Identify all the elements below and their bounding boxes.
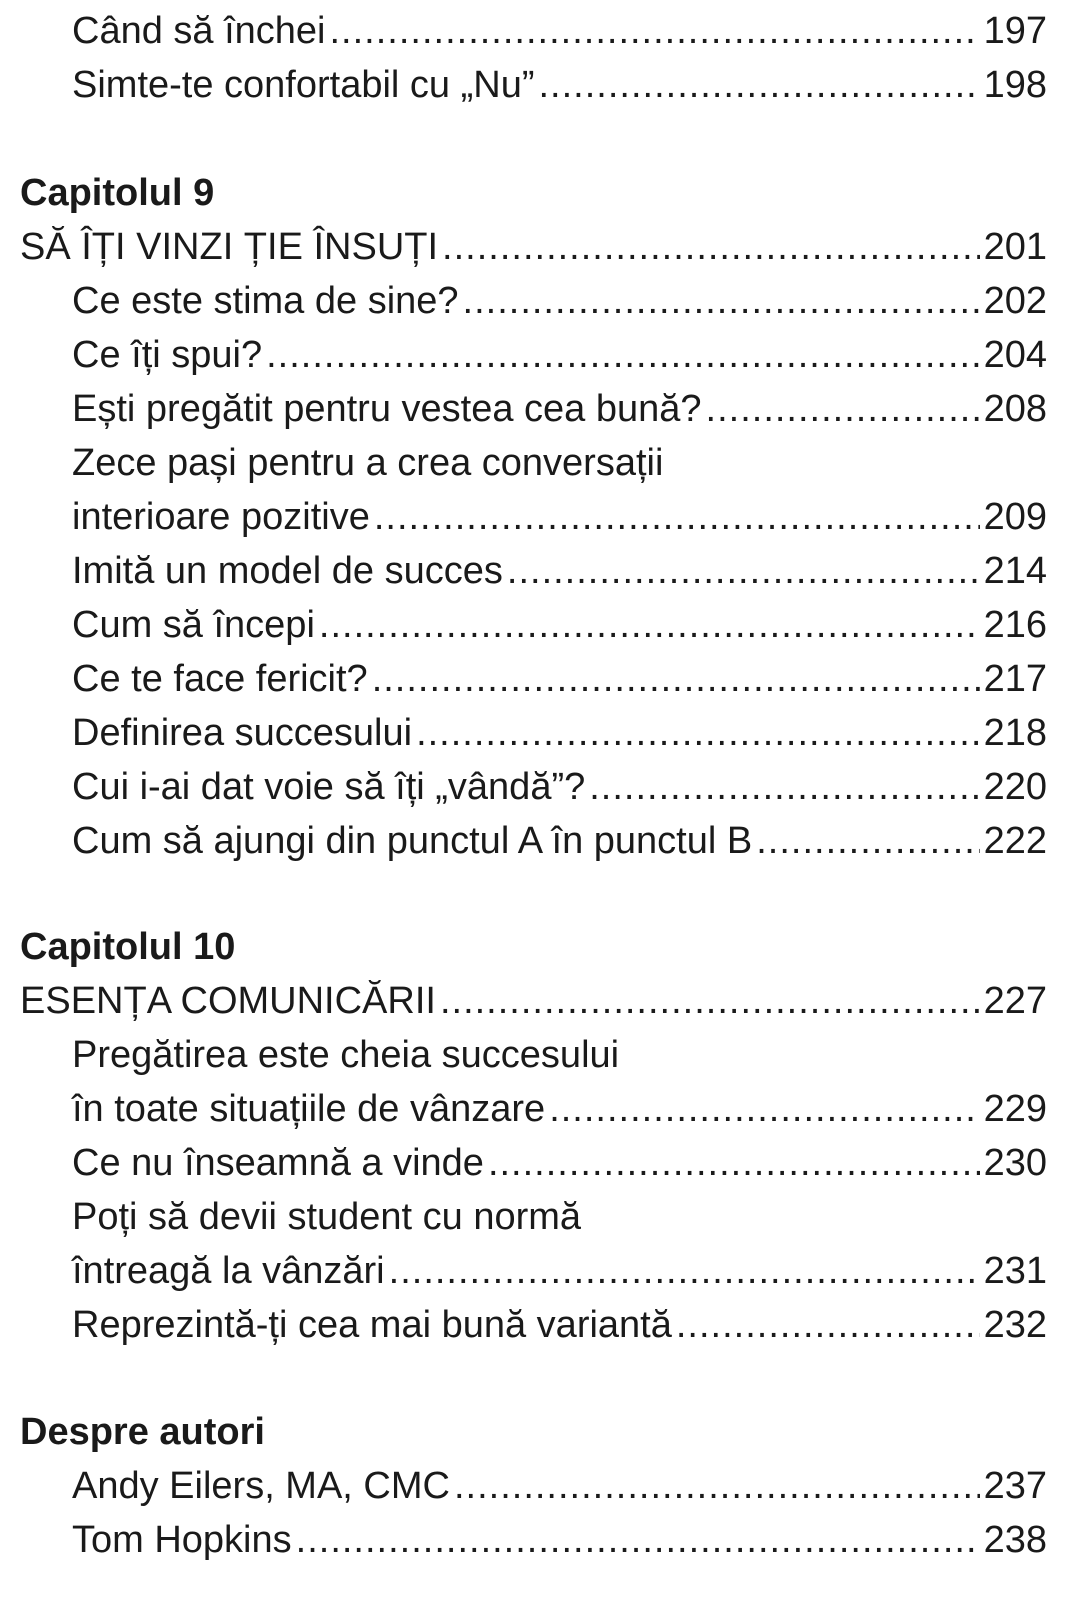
dot-leader	[266, 328, 980, 382]
page-number: 202	[983, 280, 1047, 322]
page-number: 218	[983, 712, 1047, 754]
toc-entry[interactable]	[72, 1136, 1047, 1190]
dot-leader	[756, 814, 979, 868]
dot-leader	[454, 1459, 980, 1513]
entry-title: Cui i-ai dat voie să îți „vândă”?	[72, 766, 586, 808]
page-number: 208	[983, 388, 1047, 430]
toc-entry[interactable]	[72, 1244, 1047, 1298]
toc-entry[interactable]	[72, 58, 1047, 112]
toc-entry[interactable]	[72, 274, 1047, 328]
entry-title: Ce te face fericit?	[72, 658, 368, 700]
dot-leader	[539, 58, 980, 112]
page-number: 198	[983, 64, 1047, 106]
entry-title: Ce nu înseamnă a vinde	[72, 1142, 484, 1184]
dot-leader	[440, 974, 980, 1028]
page-number: 229	[983, 1088, 1047, 1130]
entry-title-line1: Zece pași pentru a crea conversații	[72, 442, 664, 484]
toc-entry[interactable]	[72, 544, 1047, 598]
entry-title: în toate situațiile de vânzare	[72, 1088, 546, 1130]
page-number: 201	[983, 226, 1047, 268]
entry-title: Când să închei	[72, 10, 326, 52]
chapter-title-entry[interactable]	[20, 220, 1047, 274]
page-number: 214	[983, 550, 1047, 592]
entry-title: Ce îți spui?	[72, 334, 263, 376]
toc-entry[interactable]	[72, 652, 1047, 706]
dot-leader	[442, 220, 980, 274]
toc-entry[interactable]	[72, 1513, 1047, 1567]
page-number: 209	[983, 496, 1047, 538]
toc-entry[interactable]	[72, 382, 1047, 436]
entry-title: întreagă la vânzări	[72, 1250, 385, 1292]
entry-title: Ce este stima de sine?	[72, 280, 459, 322]
page-number: 217	[983, 658, 1047, 700]
page-number: 222	[983, 820, 1047, 862]
chapter-heading: Capitolul 9	[20, 172, 215, 214]
entry-title-line1: Poți să devii student cu normă	[72, 1196, 582, 1238]
toc-entry[interactable]	[72, 760, 1047, 814]
chapter-title: SĂ ÎȚI VINZI ȚIE ÎNSUȚI	[20, 226, 439, 268]
dot-leader	[549, 1082, 979, 1136]
toc-entry[interactable]	[72, 706, 1047, 760]
page-number: 216	[983, 604, 1047, 646]
toc-entry[interactable]	[72, 490, 1047, 544]
page-number: 227	[983, 980, 1047, 1022]
dot-leader	[676, 1298, 980, 1352]
section-heading: Despre autori	[20, 1411, 265, 1453]
entry-title: Cum să începi	[72, 604, 315, 646]
entry-title: Reprezintă-ți cea mai bună variantă	[72, 1304, 672, 1346]
chapter-heading: Capitolul 10	[20, 926, 236, 968]
dot-leader	[374, 490, 980, 544]
dot-leader	[589, 760, 979, 814]
page-number: 230	[983, 1142, 1047, 1184]
toc-entry[interactable]	[72, 1459, 1047, 1513]
entry-title: Imită un model de succes	[72, 550, 503, 592]
page-number: 238	[983, 1519, 1047, 1561]
toc-entry[interactable]	[72, 4, 1047, 58]
dot-leader	[389, 1244, 980, 1298]
entry-title: interioare pozitive	[72, 496, 370, 538]
chapter-title: ESENȚA COMUNICĂRII	[20, 980, 436, 1022]
dot-leader	[330, 4, 980, 58]
page-number: 197	[983, 10, 1047, 52]
chapter-title-entry[interactable]	[20, 974, 1047, 1028]
page-number: 231	[983, 1250, 1047, 1292]
dot-leader	[507, 544, 980, 598]
dot-leader	[319, 598, 980, 652]
entry-title: Andy Eilers, MA, CMC	[72, 1465, 450, 1507]
page-number: 204	[983, 334, 1047, 376]
page-number: 232	[983, 1304, 1047, 1346]
entry-title-line1: Pregătirea este cheia succesului	[72, 1034, 620, 1076]
entry-title: Cum să ajungi din punctul A în punctul B	[72, 820, 753, 862]
page-number: 220	[983, 766, 1047, 808]
entry-title: Ești pregătit pentru vestea cea bună?	[72, 388, 702, 430]
dot-leader	[372, 652, 980, 706]
toc-entry[interactable]	[72, 814, 1047, 868]
dot-leader	[488, 1136, 980, 1190]
entry-title: Definirea succesului	[72, 712, 413, 754]
toc-entry[interactable]	[72, 598, 1047, 652]
dot-leader	[296, 1513, 980, 1567]
dot-leader	[463, 274, 980, 328]
dot-leader	[706, 382, 980, 436]
toc-entry[interactable]	[72, 1298, 1047, 1352]
entry-title: Tom Hopkins	[72, 1519, 292, 1561]
toc-entry[interactable]	[72, 328, 1047, 382]
entry-title: Simte-te confortabil cu „Nu”	[72, 64, 535, 106]
dot-leader	[416, 706, 980, 760]
page-number: 237	[983, 1465, 1047, 1507]
toc-entry[interactable]	[72, 1082, 1047, 1136]
